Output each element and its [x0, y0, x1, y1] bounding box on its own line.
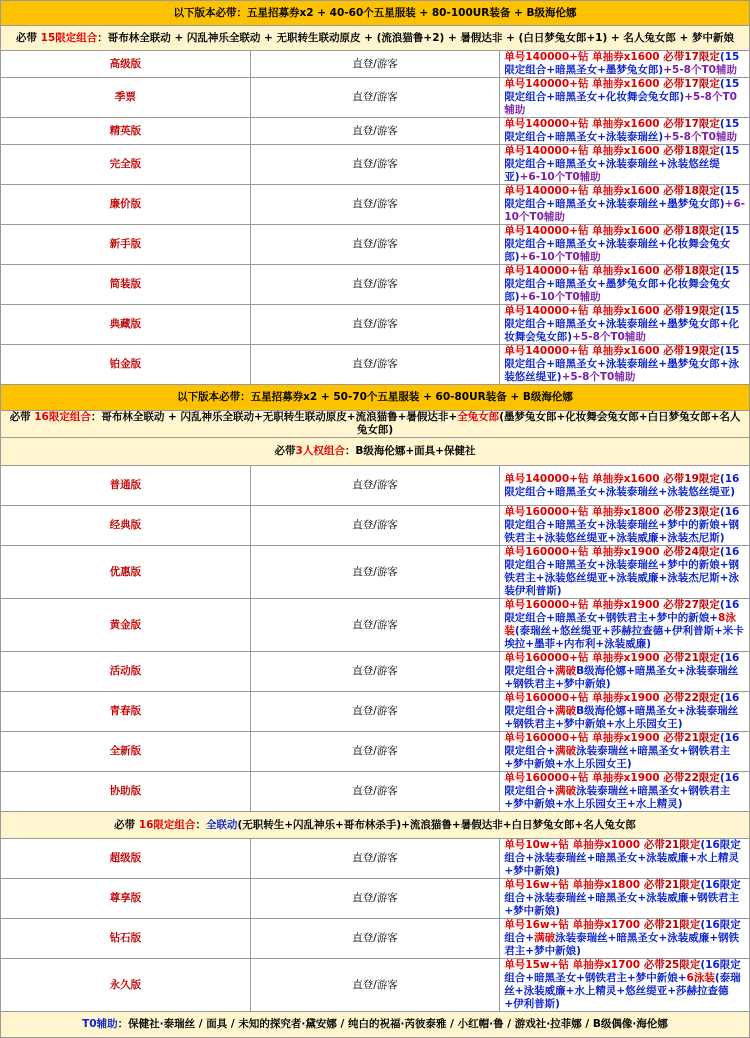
- login-mode: 直登/游客: [250, 919, 500, 959]
- limited-combo: (15限定组合+暗黑圣女+墨梦兔女郎): [504, 51, 740, 76]
- limited-combo: (15限定组合+暗黑圣女+泳装泰瑞丝+泳装悠丝缇亚): [504, 145, 740, 183]
- group-row-1: [1, 26, 750, 51]
- version-label: 简装版: [1, 265, 251, 305]
- combo-part: B级海伦娜+暗黑圣女+泳装泰瑞丝+钢铁君主+梦中新娘+水上乐园女王): [504, 705, 739, 730]
- group-2-count: 16限定组合: [34, 411, 91, 423]
- version-row: [1, 546, 750, 599]
- must-limited: 必带22限定: [663, 772, 720, 784]
- must-limited: 必带18限定: [663, 225, 720, 237]
- version-detail: [500, 692, 750, 732]
- must-limited: 必带25限定: [643, 959, 701, 971]
- combo-part: 8泳装: [504, 612, 736, 637]
- combo-part: 泳装泰瑞丝+暗黑圣女+钢铁君主+梦中新娘+水上乐园女王): [504, 745, 731, 770]
- account-diamonds: 单号140000+钻: [504, 118, 589, 130]
- version-label: 铂金版: [1, 345, 251, 385]
- group-2-prefix: 必带: [9, 411, 35, 423]
- footer-items: 保健社·泰瑞丝 / 面具 / 未知的探究者·黛安娜 / 纯白的祝福·芮彼泰雅 / 小红帽·鲁 / 游戏社·拉菲娜 / B级偶像·海伦娜: [128, 1018, 668, 1030]
- version-detail: [500, 839, 750, 879]
- limited-combo: (15限定组合+暗黑圣女+泳装泰瑞丝): [504, 118, 740, 143]
- must-limited: 必带21限定: [643, 879, 701, 891]
- combo-part: (泰瑞丝+泳装威廉+水上精灵+悠丝缇亚+莎赫拉查德+伊利普斯): [504, 972, 741, 1010]
- draw-tickets: 单抽券x1600: [592, 305, 660, 317]
- account-diamonds: 单号160000+钻: [504, 546, 589, 558]
- version-detail: [500, 265, 750, 305]
- group-2: [1, 411, 750, 438]
- group-4: [1, 812, 750, 839]
- t0-support-count: +6-10个T0辅助: [519, 291, 601, 303]
- t0-support-count: +5-8个T0辅助: [663, 64, 737, 76]
- version-row: [1, 839, 750, 879]
- version-label: 优惠版: [1, 546, 251, 599]
- version-row: [1, 879, 750, 919]
- draw-tickets: 单抽券x1800: [592, 506, 660, 518]
- group-4-alllinks: 全联动: [205, 818, 238, 831]
- version-detail: [500, 78, 750, 118]
- group-2-colon: ：: [90, 411, 102, 423]
- login-mode: 直登/游客: [250, 506, 500, 546]
- version-row: [1, 652, 750, 692]
- account-diamonds: 单号140000+钻: [504, 185, 589, 197]
- account-diamonds: 单号16w+钻: [504, 879, 569, 891]
- login-mode: 直登/游客: [250, 546, 500, 599]
- limited-combo: (15限定组合+暗黑圣女+化妆舞会兔女郎): [504, 78, 740, 103]
- version-detail: [500, 919, 750, 959]
- account-diamonds: 单号140000+钻: [504, 265, 589, 277]
- header-1: 以下版本必带：五星招募券x2 + 40-60个五星服装 + 80-100UR装备 + B级海伦娜: [1, 1, 750, 26]
- group-4-items: (无职转生+闪乱神乐+哥布林杀手)+流浪猫鲁+暑假达非+白日梦兔女郎+名人兔女郎: [237, 818, 636, 831]
- login-mode: 直登/游客: [250, 345, 500, 385]
- version-detail: [500, 599, 750, 652]
- must-limited: 必带19限定: [663, 305, 720, 317]
- t0-support-count: +6-10个T0辅助: [504, 198, 745, 223]
- version-row: [1, 466, 750, 506]
- limited-combo: (15限定组合+暗黑圣女+泳装泰瑞丝+墨梦兔女郎+化妆舞会兔女郎): [504, 305, 740, 343]
- login-mode: 直登/游客: [250, 772, 500, 812]
- account-diamonds: 单号16w+钻: [504, 919, 569, 931]
- account-diamonds: 单号160000+钻: [504, 652, 589, 664]
- group-1: [1, 26, 750, 51]
- combo-part: (16限定组合+暗黑圣女+钢铁君主+梦中的新娘+: [504, 599, 740, 624]
- version-detail: [500, 345, 750, 385]
- version-label: 精英版: [1, 118, 251, 145]
- version-label: 永久版: [1, 959, 251, 1012]
- version-label: 黄金版: [1, 599, 251, 652]
- t0-support-count: +5-8个T0辅助: [504, 91, 737, 116]
- combo-part: 泳装泰瑞丝+暗黑圣女+钢铁君主+梦中新娘+水上乐园女王+水上精灵): [504, 785, 731, 810]
- account-diamonds: 单号15w+钻: [504, 959, 569, 971]
- header-row-1: [1, 1, 750, 26]
- version-detail: [500, 879, 750, 919]
- account-diamonds: 单号140000+钻: [504, 78, 589, 90]
- t0-support-count: +5-8个T0辅助: [572, 331, 646, 343]
- draw-tickets: 单抽券x1900: [592, 772, 660, 784]
- combo-part: 满破: [555, 785, 577, 797]
- must-limited: 必带23限定: [663, 506, 720, 518]
- must-limited: 必带19限定: [663, 345, 720, 357]
- draw-tickets: 单抽券x1900: [592, 652, 660, 664]
- version-detail: [500, 51, 750, 78]
- combo-part: (16限定组合+: [504, 732, 740, 757]
- draw-tickets: 单抽券x1600: [592, 472, 660, 485]
- draw-tickets: 单抽券x1600: [592, 345, 660, 357]
- login-mode: 直登/游客: [250, 225, 500, 265]
- login-mode: 直登/游客: [250, 305, 500, 345]
- version-row: [1, 225, 750, 265]
- account-diamonds: 单号140000+钻: [504, 51, 589, 63]
- version-detail: [500, 305, 750, 345]
- account-diamonds: 单号160000+钻: [504, 599, 589, 611]
- version-detail: [500, 652, 750, 692]
- version-row: [1, 732, 750, 772]
- login-mode: 直登/游客: [250, 959, 500, 1012]
- login-mode: 直登/游客: [250, 839, 500, 879]
- combo-part: (16限定组合+暗黑圣女+钢铁君主+梦中新娘+: [504, 959, 741, 984]
- group-1-colon: ：: [97, 31, 108, 44]
- combo-part: (泰瑞丝+悠丝缇亚+莎赫拉查德+伊利普斯+米卡埃拉+墨菲+内布利+泳装威廉): [504, 625, 744, 650]
- combo-part: (16限定组合+泳装泰瑞丝+暗黑圣女+泳装威廉+钢铁君主+梦中新娘): [504, 879, 741, 917]
- account-diamonds: 单号140000+钻: [504, 345, 589, 357]
- version-label: 经典版: [1, 506, 251, 546]
- version-label: 廉价版: [1, 185, 251, 225]
- draw-tickets: 单抽券x1900: [592, 692, 660, 704]
- version-detail: [500, 466, 750, 506]
- version-detail: [500, 506, 750, 546]
- version-row: [1, 145, 750, 185]
- combo-part: 满破: [555, 745, 577, 757]
- login-mode: 直登/游客: [250, 185, 500, 225]
- draw-tickets: 单抽券x1800: [572, 879, 641, 891]
- version-label: 协助版: [1, 772, 251, 812]
- must-limited: 必带22限定: [663, 692, 720, 704]
- limited-combo: (15限定组合+暗黑圣女+泳装泰瑞丝+墨梦兔女郎+泳装悠丝缇亚): [504, 345, 740, 383]
- draw-tickets: 单抽券x1600: [592, 265, 660, 277]
- footer-row: [1, 1012, 750, 1038]
- must-limited: 必带21限定: [663, 652, 720, 664]
- combo-part: (16限定组合+暗黑圣女+泳装泰瑞丝+梦中的新娘+钢铁君主+泳装悠丝缇亚+泳装威廉+泳装杰尼斯+泳装伊利普斯): [504, 546, 740, 597]
- group-1-count: 15限定组合: [40, 31, 98, 44]
- must-limited: 必带18限定: [663, 265, 720, 277]
- header-2-row: [1, 385, 750, 411]
- version-row: [1, 265, 750, 305]
- account-diamonds: 单号140000+钻: [504, 145, 589, 157]
- combo-part: 满破: [555, 665, 577, 677]
- must-limited: 必带21限定: [643, 839, 701, 851]
- version-label: 完全版: [1, 145, 251, 185]
- must-limited: 必带17限定: [663, 78, 720, 90]
- combo-part: B级海伦娜+暗黑圣女+泳装泰瑞丝+钢铁君主+梦中新娘): [504, 665, 739, 690]
- group-1-items: 哥布林全联动 + 闪乱神乐全联动 + 无职转生联动原皮 + (流浪猫鲁+2) + 暑假达非 + (白日梦兔女郎+1) + 名人兔女郎 + 梦中新娘: [107, 31, 734, 44]
- account-diamonds: 单号160000+钻: [504, 506, 589, 518]
- draw-tickets: 单抽券x1900: [592, 732, 660, 744]
- draw-tickets: 单抽券x1600: [592, 145, 660, 157]
- combo-part: 6泳装: [686, 972, 715, 984]
- combo-part: (16限定组合+暗黑圣女+泳装泰瑞丝+泳装悠丝缇亚): [504, 472, 740, 498]
- login-mode: 直登/游客: [250, 265, 500, 305]
- version-detail: [500, 772, 750, 812]
- must-limited: 必带21限定: [663, 732, 720, 744]
- version-row: [1, 772, 750, 812]
- version-detail: [500, 546, 750, 599]
- footer-label: T0辅助: [82, 1018, 118, 1030]
- version-label: 典藏版: [1, 305, 251, 345]
- login-mode: 直登/游客: [250, 51, 500, 78]
- account-diamonds: 单号140000+钻: [504, 472, 589, 485]
- login-mode: 直登/游客: [250, 145, 500, 185]
- footer-colon: ：: [117, 1018, 129, 1030]
- version-label: 季票: [1, 78, 251, 118]
- version-detail: [500, 225, 750, 265]
- combo-part: 满破: [555, 705, 577, 717]
- version-row: [1, 599, 750, 652]
- group-3-count: 3人权组合: [295, 445, 345, 457]
- version-detail: [500, 732, 750, 772]
- must-limited: 必带19限定: [663, 472, 720, 485]
- draw-tickets: 单抽券x1600: [592, 185, 660, 197]
- version-row: [1, 185, 750, 225]
- version-row: [1, 959, 750, 1012]
- draw-tickets: 单抽券x1600: [592, 51, 660, 63]
- draw-tickets: 单抽券x1900: [592, 599, 660, 611]
- login-mode: 直登/游客: [250, 652, 500, 692]
- version-row: [1, 51, 750, 78]
- login-mode: 直登/游客: [250, 118, 500, 145]
- limited-combo: (15限定组合+暗黑圣女+墨梦兔女郎+化妆舞会兔女郎): [504, 265, 740, 303]
- version-label: 活动版: [1, 652, 251, 692]
- limited-combo: (15限定组合+暗黑圣女+泳装泰瑞丝+化妆舞会兔女郎): [504, 225, 740, 263]
- must-limited: 必带27限定: [663, 599, 720, 611]
- draw-tickets: 单抽券x1000: [572, 839, 641, 851]
- t0-support-count: +5-8个T0辅助: [561, 371, 636, 383]
- must-limited: 必带17限定: [663, 118, 720, 130]
- draw-tickets: 单抽券x1900: [592, 546, 660, 558]
- version-detail: [500, 185, 750, 225]
- must-limited: 必带17限定: [663, 51, 720, 63]
- draw-tickets: 单抽券x1700: [572, 919, 641, 931]
- account-diamonds: 单号140000+钻: [504, 225, 589, 237]
- draw-tickets: 单抽券x1600: [592, 78, 660, 90]
- t0-support-count: +5-8个T0辅助: [663, 131, 737, 143]
- draw-tickets: 单抽券x1600: [592, 118, 660, 130]
- version-label: 尊享版: [1, 879, 251, 919]
- group-2-highlight: 全兔女郎: [457, 411, 500, 423]
- footer-t0: [1, 1012, 750, 1038]
- version-detail: [500, 959, 750, 1012]
- account-diamonds: 单号160000+钻: [504, 772, 589, 784]
- t0-support-count: +6-10个T0辅助: [519, 171, 601, 183]
- group-3-prefix: 必带: [274, 445, 296, 457]
- version-label: 全新版: [1, 732, 251, 772]
- combo-part: (16限定组合+: [504, 772, 740, 797]
- draw-tickets: 单抽券x1600: [592, 225, 660, 237]
- login-mode: 直登/游客: [250, 599, 500, 652]
- group-4-prefix: 必带: [114, 818, 139, 831]
- group-3-row: [1, 438, 750, 466]
- combo-part: (16限定组合+泳装泰瑞丝+暗黑圣女+泳装威廉+水上精灵+梦中新娘): [504, 839, 741, 877]
- version-row: [1, 118, 750, 145]
- limited-combo: (15限定组合+暗黑圣女+泳装泰瑞丝+墨梦兔女郎): [504, 185, 740, 210]
- group-3: [1, 438, 750, 466]
- login-mode: 直登/游客: [250, 78, 500, 118]
- group-3-items: B级海伦娜+面具+保健社: [355, 445, 476, 457]
- must-limited: 必带18限定: [663, 145, 720, 157]
- version-label: 普通版: [1, 466, 251, 506]
- version-row: [1, 506, 750, 546]
- login-mode: 直登/游客: [250, 466, 500, 506]
- must-limited: 必带18限定: [663, 185, 720, 197]
- group-3-colon: ：: [344, 445, 356, 457]
- must-limited: 必带24限定: [663, 546, 720, 558]
- account-diamonds: 单号10w+钻: [504, 839, 569, 851]
- group-1-prefix: 必带: [16, 31, 41, 44]
- draw-tickets: 单抽券x1700: [572, 959, 641, 971]
- version-label: 超级版: [1, 839, 251, 879]
- t0-support-count: +6-10个T0辅助: [519, 251, 601, 263]
- group-4-row: [1, 812, 750, 839]
- version-detail: [500, 145, 750, 185]
- version-label: 新手版: [1, 225, 251, 265]
- group-2-items: 哥布林全联动 + 闪乱神乐全联动+无职转生联动原皮+流浪猫鲁+暑假达非+: [101, 411, 458, 423]
- group-4-colon: ：: [195, 818, 206, 831]
- combo-part: 泳装泰瑞丝+暗黑圣女+泳装威廉+钢铁君主+梦中新娘): [504, 932, 740, 957]
- combo-part: 满破: [534, 932, 556, 944]
- account-diamonds: 单号160000+钻: [504, 732, 589, 744]
- combo-part: (16限定组合+: [504, 919, 741, 944]
- version-label: 青春版: [1, 692, 251, 732]
- group-2-row: [1, 411, 750, 438]
- header-2: 以下版本必带：五星招募券x2 + 50-70个五星服装 + 60-80UR装备 + B级海伦娜: [1, 385, 750, 411]
- login-mode: 直登/游客: [250, 879, 500, 919]
- account-diamonds: 单号140000+钻: [504, 305, 589, 317]
- version-row: [1, 305, 750, 345]
- version-detail: [500, 118, 750, 145]
- must-limited: 必带21限定: [643, 919, 701, 931]
- version-row: [1, 345, 750, 385]
- login-mode: 直登/游客: [250, 732, 500, 772]
- version-label: 钻石版: [1, 919, 251, 959]
- version-label: 高级版: [1, 51, 251, 78]
- version-row: [1, 78, 750, 118]
- combo-part: (16限定组合+暗黑圣女+泳装泰瑞丝+梦中的新娘+钢铁君主+泳装悠丝缇亚+泳装威廉+泳装杰尼斯): [504, 506, 740, 544]
- version-row: [1, 919, 750, 959]
- combo-part: (16限定组合+: [504, 692, 740, 717]
- login-mode: 直登/游客: [250, 692, 500, 732]
- group-4-count: 16限定组合: [138, 818, 196, 831]
- group-2-suffix: (墨梦兔女郎+化妆舞会兔女郎+白日梦兔女郎+名人兔女郎): [356, 411, 741, 436]
- combo-part: (16限定组合+: [504, 652, 740, 677]
- account-diamonds: 单号160000+钻: [504, 692, 589, 704]
- version-row: [1, 692, 750, 732]
